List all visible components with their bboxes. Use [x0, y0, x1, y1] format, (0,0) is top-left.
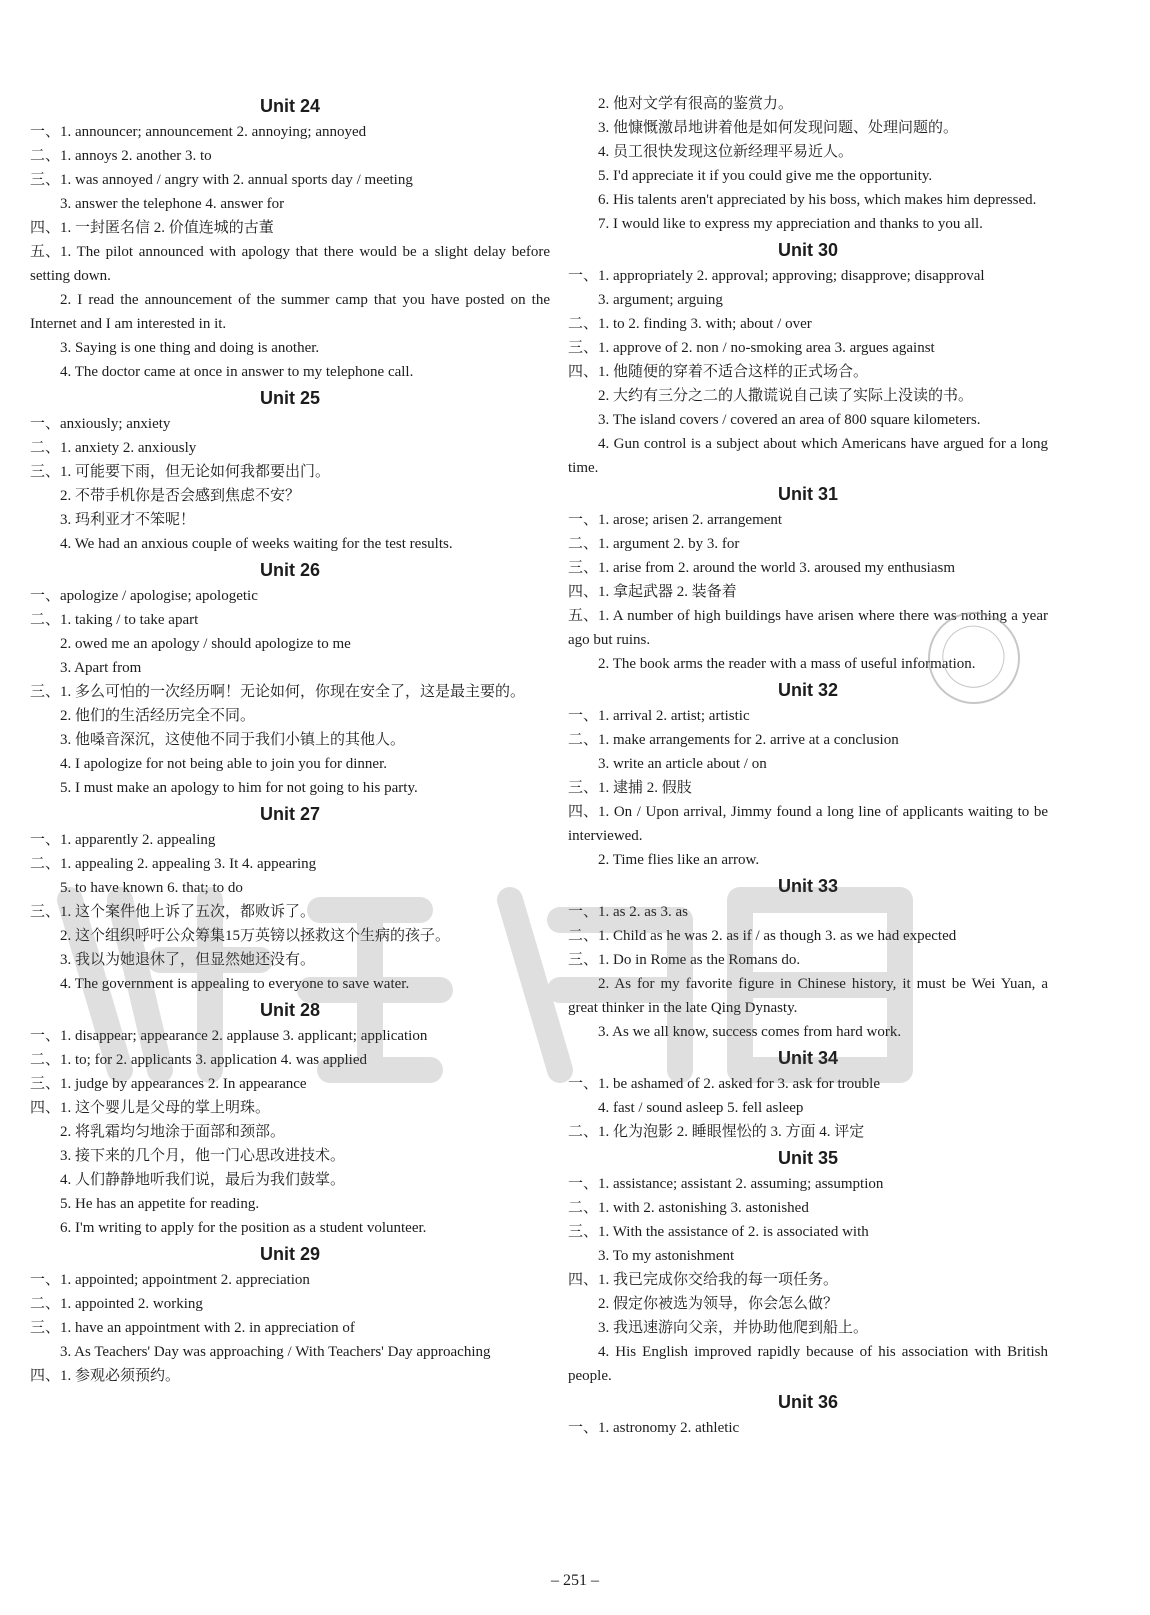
section-number: 三、: [30, 172, 61, 188]
answer-text: 1. 我已完成你交给我的每一项任务。: [598, 1272, 839, 1288]
answer-text: 1. was annoyed / angry with 2. annual sports day / meeting: [60, 172, 413, 188]
answer-text: 1. approve of 2. non / no-smoking area 3. argues against: [598, 340, 935, 356]
section-number: 三、: [568, 340, 599, 356]
answer-text: apologize / apologise; apologetic: [60, 588, 258, 604]
answer-text: 1. judge by appearances 2. In appearance: [60, 1076, 307, 1092]
answer-text: 1. make arrangements for 2. arrive at a conclusion: [598, 732, 899, 748]
answer-text: 1. 拿起武器 2. 装备着: [598, 584, 737, 600]
answer-text: 1. be ashamed of 2. asked for 3. ask for trouble: [598, 1076, 880, 1092]
unit-title: Unit 26: [259, 560, 320, 580]
answer-text: 1. 多么可怕的一次经历啊！无论如何，你现在安全了，这是最主要的。: [60, 684, 526, 700]
answer-text: 1. appropriately 2. approval; approving; disapprove; disapproval: [598, 268, 985, 284]
answer-line: [30, 1168, 550, 1192]
section-number: 三、: [568, 780, 599, 796]
answer-line: [568, 288, 1048, 312]
answer-text: 2. 将乳霜均匀地涂于面部和颈部。: [60, 1124, 286, 1140]
unit-title: Unit 30: [777, 240, 838, 260]
answer-text: 2. 大约有三分之二的人撒谎说自己读了实际上没读的书。: [598, 388, 974, 404]
section-number: 一、: [30, 416, 61, 432]
section-number: 五、: [30, 244, 61, 260]
right-column: [568, 92, 1048, 1440]
answer-text: 4. Gun control is a subject about which Americans have argued for a long time.: [568, 436, 1048, 476]
section-number: 三、: [30, 464, 61, 480]
answer-text: 1. arise from 2. around the world 3. aroused my enthusiasm: [598, 560, 956, 576]
answer-line: [30, 240, 550, 288]
answer-line: [30, 680, 550, 704]
answer-line: [30, 1316, 550, 1340]
answer-line: [30, 776, 550, 800]
section-number: 一、: [568, 1176, 599, 1192]
section-number: 四、: [30, 1368, 61, 1384]
answer-line: [30, 656, 550, 680]
answer-line: [568, 556, 1048, 580]
left-column: [30, 92, 550, 1388]
section-number: 四、: [568, 1272, 599, 1288]
answer-text: 4. 人们静静地听我们说，最后为我们鼓掌。: [60, 1172, 346, 1188]
section-number: 二、: [30, 1052, 61, 1068]
answer-text: 2. owed me an apology / should apologize to me: [60, 636, 351, 652]
section-number: 一、: [568, 904, 599, 920]
answer-text: 5. He has an appetite for reading.: [60, 1196, 260, 1212]
answer-line: [30, 412, 550, 436]
answer-text: anxiously; anxiety: [60, 416, 171, 432]
unit-title: Unit 31: [777, 484, 838, 504]
answer-text: 4. The government is appealing to everyone to save water.: [60, 976, 410, 992]
section-number: 二、: [568, 1124, 599, 1140]
section-number: 三、: [568, 560, 599, 576]
answer-line: [30, 1268, 550, 1292]
section-number: 一、: [30, 124, 61, 140]
answer-line: [30, 288, 550, 336]
section-number: 三、: [30, 904, 61, 920]
answer-line: [568, 264, 1048, 288]
answer-text: 1. 化为泡影 2. 睡眼惺忪的 3. 方面 4. 评定: [598, 1124, 865, 1140]
answer-line: [30, 1216, 550, 1240]
unit-title: Unit 24: [259, 96, 320, 116]
answer-line: [568, 1244, 1048, 1268]
answer-text: 1. argument 2. by 3. for: [598, 536, 740, 552]
section-number: 一、: [568, 1076, 599, 1092]
answer-line: [568, 1416, 1048, 1440]
answer-line: [30, 120, 550, 144]
answer-line: [568, 188, 1048, 212]
answer-text: 1. 一封匿名信 2. 价值连城的古董: [60, 220, 274, 236]
answer-text: 1. as 2. as 3. as: [598, 904, 688, 920]
answer-text: 3. Apart from: [60, 660, 142, 676]
answer-line: [30, 436, 550, 460]
answer-text: 4. His English improved rapidly because of his association with British people.: [568, 1344, 1048, 1384]
answer-line: [30, 508, 550, 532]
section-number: 一、: [30, 1028, 61, 1044]
answer-text: 1. taking / to take apart: [60, 612, 199, 628]
answer-text: 1. A number of high buildings have arisen where there was nothing a year ago but ruins.: [568, 608, 1048, 648]
answer-line: [30, 460, 550, 484]
answer-line: [568, 580, 1048, 604]
answer-text: 1. Do in Rome as the Romans do.: [598, 952, 801, 968]
answer-line: [30, 1292, 550, 1316]
answer-line: [568, 1120, 1048, 1144]
answer-line: [568, 1268, 1048, 1292]
answer-text: 3. 我以为她退休了，但显然她还没有。: [60, 952, 316, 968]
answer-text: 1. appointed 2. working: [60, 1296, 203, 1312]
section-number: 一、: [30, 1272, 61, 1288]
answer-line: [30, 728, 550, 752]
answer-text: 4. I apologize for not being able to join you for dinner.: [60, 756, 388, 772]
answer-line: [568, 1172, 1048, 1196]
section-number: 一、: [568, 268, 599, 284]
answer-line: [30, 1120, 550, 1144]
answer-text: 5. I must make an apology to him for not going to his party.: [60, 780, 418, 796]
section-number: 五、: [568, 608, 599, 624]
answer-text: 3. write an article about / on: [598, 756, 767, 772]
answer-text: 3. As we all know, success comes from hard work.: [598, 1024, 902, 1040]
answer-text: 3. 他慷慨激昂地讲着他是如何发现问题、处理问题的。: [598, 120, 959, 136]
answer-text: 1. 这个婴儿是父母的掌上明珠。: [60, 1100, 271, 1116]
section-number: 二、: [30, 856, 61, 872]
answer-text: 1. With the assistance of 2. is associated with: [598, 1224, 869, 1240]
unit-title: Unit 36: [777, 1392, 838, 1412]
answer-text: 6. I'm writing to apply for the position as a student volunteer.: [60, 1220, 427, 1236]
answer-text: 2. As for my favorite figure in Chinese history, it must be Wei Yuan, a great thinker in the late Qing Dynasty.: [568, 976, 1048, 1016]
answer-text: 3. The island covers / covered an area of 800 square kilometers.: [598, 412, 981, 428]
answer-line: [568, 1316, 1048, 1340]
unit-title: Unit 27: [259, 804, 320, 824]
answer-text: 2. 假定你被选为领导，你会怎么做？: [598, 1296, 839, 1312]
answer-text: 3. Saying is one thing and doing is another.: [60, 340, 320, 356]
unit-title: Unit 34: [777, 1048, 838, 1068]
answer-line: [30, 532, 550, 556]
answer-text: 3. 接下来的几个月，他一门心思改进技术。: [60, 1148, 346, 1164]
answer-text: 4. 员工很快发现这位新经理平易近人。: [598, 144, 854, 160]
answer-line: [568, 116, 1048, 140]
section-number: 四、: [568, 804, 599, 820]
unit-title: Unit 35: [777, 1148, 838, 1168]
answer-text: 1. disappear; appearance 2. applause 3. applicant; application: [60, 1028, 428, 1044]
answer-line: [568, 92, 1048, 116]
answer-text: 1. On / Upon arrival, Jimmy found a long line of applicants waiting to be interviewed.: [568, 804, 1048, 844]
section-number: 一、: [30, 832, 61, 848]
section-number: 三、: [30, 1320, 61, 1336]
answer-text: 4. The doctor came at once in answer to my telephone call.: [60, 364, 414, 380]
section-number: 四、: [30, 220, 61, 236]
answer-text: 3. To my astonishment: [598, 1248, 735, 1264]
section-number: 二、: [568, 316, 599, 332]
section-number: 三、: [568, 1224, 599, 1240]
answer-text: 1. announcer; announcement 2. annoying; annoyed: [60, 124, 367, 140]
section-number: 一、: [568, 708, 599, 724]
watermark-logo: [40, 840, 940, 1105]
answer-line: [568, 1196, 1048, 1220]
unit-title: Unit 32: [777, 680, 838, 700]
answer-line: [30, 216, 550, 240]
answer-line: [30, 1364, 550, 1388]
section-number: 一、: [30, 588, 61, 604]
answer-text: 3. 他嗓音深沉，这使他不同于我们小镇上的其他人。: [60, 732, 406, 748]
section-number: 二、: [30, 148, 61, 164]
answer-text: 2. Time flies like an arrow.: [598, 852, 760, 868]
answer-text: 4. fast / sound asleep 5. fell asleep: [598, 1100, 804, 1116]
section-number: 一、: [568, 512, 599, 528]
answer-text: 2. 他们的生活经历完全不同。: [60, 708, 256, 724]
answer-text: 1. 他随便的穿着不适合这样的正式场合。: [598, 364, 869, 380]
answer-text: 1. have an appointment with 2. in appreciation of: [60, 1320, 355, 1336]
section-number: 二、: [30, 440, 61, 456]
answer-line: [30, 168, 550, 192]
answer-text: 2. The book arms the reader with a mass of useful information.: [598, 656, 976, 672]
answer-line: [568, 1220, 1048, 1244]
answer-line: [568, 704, 1048, 728]
answer-text: 1. with 2. astonishing 3. astonished: [598, 1200, 809, 1216]
answer-text: 1. annoys 2. another 3. to: [60, 148, 212, 164]
answer-line: [30, 752, 550, 776]
answer-line: [30, 1192, 550, 1216]
section-number: 四、: [568, 584, 599, 600]
answer-line: [568, 336, 1048, 360]
answer-text: 3. answer the telephone 4. answer for: [60, 196, 285, 212]
answer-text: 3. 我迅速游向父亲，并协助他爬到船上。: [598, 1320, 869, 1336]
answer-text: 3. As Teachers' Day was approaching / With Teachers' Day approaching: [60, 1344, 491, 1360]
answer-line: [568, 432, 1048, 480]
answer-line: [568, 532, 1048, 556]
section-number: 二、: [568, 928, 599, 944]
answer-text: 5. I'd appreciate it if you could give me the opportunity.: [598, 168, 933, 184]
answer-text: 1. 可能要下雨，但无论如何我都要出门。: [60, 464, 331, 480]
answer-line: [30, 704, 550, 728]
answer-line: [30, 632, 550, 656]
answer-text: 4. We had an anxious couple of weeks waiting for the test results.: [60, 536, 453, 552]
answer-line: [568, 1292, 1048, 1316]
answer-line: [568, 1340, 1048, 1388]
section-number: 二、: [568, 1200, 599, 1216]
answer-text: 1. Child as he was 2. as if / as though 3. as we had expected: [598, 928, 957, 944]
section-number: 一、: [568, 1420, 599, 1436]
section-number: 二、: [30, 1296, 61, 1312]
unit-title: Unit 28: [259, 1000, 320, 1020]
answer-line: [30, 1340, 550, 1364]
section-number: 四、: [30, 1100, 61, 1116]
answer-line: [30, 192, 550, 216]
answer-text: 1. to 2. finding 3. with; about / over: [598, 316, 812, 332]
answer-line: [568, 312, 1048, 336]
answer-text: 2. 不带手机你是否会感到焦虑不安？: [60, 488, 301, 504]
section-number: 三、: [568, 952, 599, 968]
answer-text: 1. appealing 2. appealing 3. It 4. appearing: [60, 856, 317, 872]
answer-line: [568, 508, 1048, 532]
answer-text: 1. arose; arisen 2. arrangement: [598, 512, 783, 528]
answer-line: [30, 608, 550, 632]
answer-line: [30, 1144, 550, 1168]
section-number: 二、: [568, 732, 599, 748]
answer-text: 1. arrival 2. artist; artistic: [598, 708, 750, 724]
answer-line: [568, 728, 1048, 752]
answer-text: 1. appointed; appointment 2. appreciation: [60, 1272, 310, 1288]
answer-text: 2. I read the announcement of the summer camp that you have posted on the Internet and I am interested in it.: [30, 292, 550, 332]
answer-line: [568, 140, 1048, 164]
answer-line: [568, 164, 1048, 188]
answer-text: 7. I would like to express my appreciation and thanks to you all.: [598, 216, 983, 232]
section-number: 三、: [30, 1076, 61, 1092]
unit-title: Unit 29: [259, 1244, 320, 1264]
answer-text: 5. to have known 6. that; to do: [60, 880, 243, 896]
answer-text: 1. 这个案件他上诉了五次，都败诉了。: [60, 904, 316, 920]
answer-text: 3. 玛利亚才不笨呢！: [60, 512, 196, 528]
page-number: – 251 –: [551, 1572, 599, 1589]
section-number: 二、: [30, 612, 61, 628]
answer-text: 1. to; for 2. applicants 3. application 4. was applied: [60, 1052, 368, 1068]
answer-text: 1. assistance; assistant 2. assuming; assumption: [598, 1176, 884, 1192]
answer-text: 1. anxiety 2. anxiously: [60, 440, 197, 456]
answer-line: [568, 384, 1048, 408]
answer-text: 2. 他对文学有很高的鉴赏力。: [598, 96, 794, 112]
unit-title: Unit 25: [259, 388, 320, 408]
answer-text: 1. The pilot announced with apology that there would be a slight delay before setting down.: [30, 244, 550, 284]
section-number: 二、: [568, 536, 599, 552]
answer-line: [568, 408, 1048, 432]
answer-text: 3. argument; arguing: [598, 292, 723, 308]
section-number: 三、: [30, 684, 61, 700]
answer-text: 1. 逮捕 2. 假肢: [598, 780, 692, 796]
answer-line: [30, 336, 550, 360]
section-number: 四、: [568, 364, 599, 380]
answer-text: 1. apparently 2. appealing: [60, 832, 216, 848]
answer-line: [30, 360, 550, 384]
answer-text: 6. His talents aren't appreciated by his boss, which makes him depressed.: [598, 192, 1037, 208]
answer-line: [568, 752, 1048, 776]
answer-line: [30, 144, 550, 168]
answer-text: 1. 参观必须预约。: [60, 1368, 181, 1384]
answer-line: [568, 776, 1048, 800]
answer-line: [568, 360, 1048, 384]
answer-text: 2. 这个组织呼吁公众筹集15万英镑以拯救这个生病的孩子。: [60, 928, 451, 944]
unit-title: Unit 33: [777, 876, 838, 896]
answer-line: [568, 212, 1048, 236]
answer-line: [30, 484, 550, 508]
answer-text: 1. astronomy 2. athletic: [598, 1420, 740, 1436]
answer-line: [30, 584, 550, 608]
